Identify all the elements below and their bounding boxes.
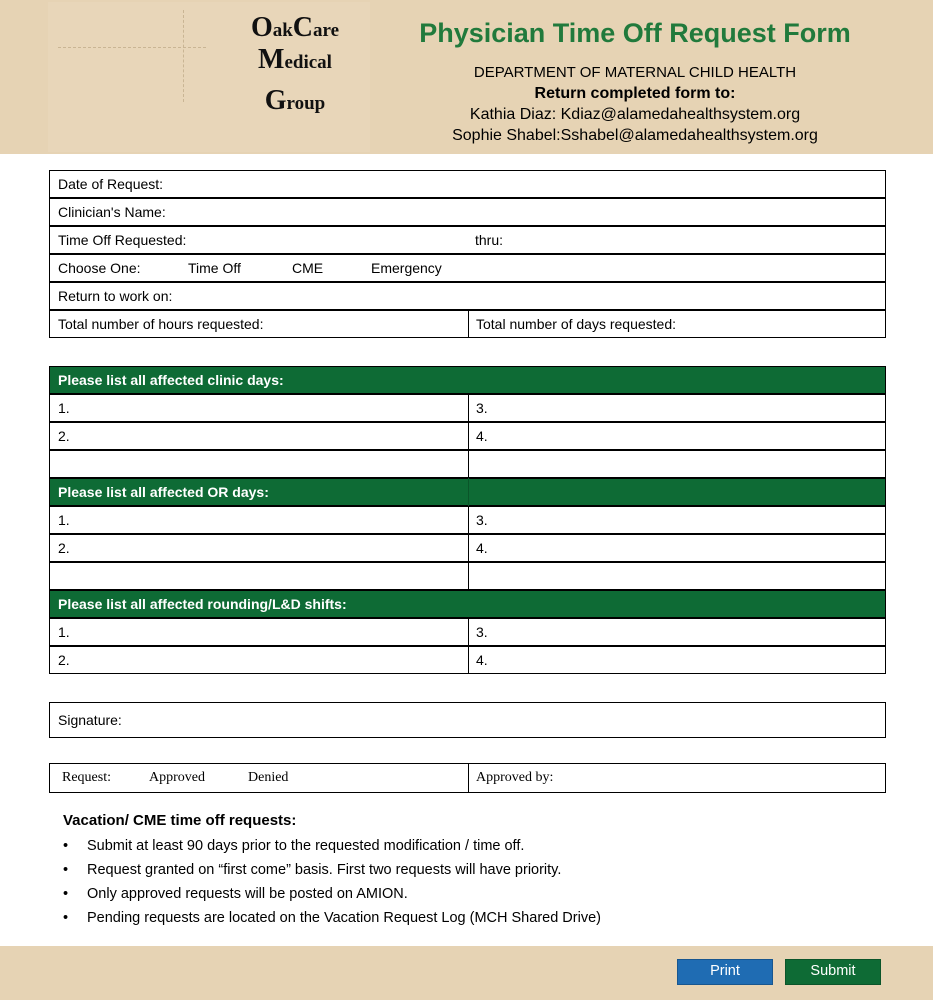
bullet-icon: • (63, 838, 69, 854)
signature-label: Signature: (58, 712, 122, 728)
choose-one-label: Choose One: (58, 260, 141, 276)
option-emergency[interactable]: Emergency (371, 260, 442, 276)
instructions-title: Vacation/ CME time off requests: (63, 812, 297, 829)
choose-one-field (49, 254, 886, 282)
rounding-shifts-row (49, 646, 886, 674)
spacer-row (49, 450, 886, 478)
clinic-days-row (49, 394, 886, 422)
list-item: • Only approved requests will be posted on AMION. (63, 882, 823, 906)
clinic-day-4-field[interactable]: 4. (476, 428, 488, 444)
page-title: Physician Time Off Request Form (419, 18, 851, 48)
clinic-day-2-field[interactable]: 2. (58, 428, 70, 444)
or-days-heading (49, 478, 886, 506)
request-label: Request: (62, 770, 111, 785)
spacer-row (49, 562, 886, 590)
signature-field[interactable] (49, 702, 886, 738)
return-to-work-label: Return to work on: (58, 288, 173, 304)
submit-button[interactable]: Submit (785, 959, 881, 985)
rounding-shift-1-field[interactable]: 1. (58, 624, 70, 640)
rounding-shift-2-field[interactable]: 2. (58, 652, 70, 668)
clinic-days-heading-label: Please list all affected clinic days: (58, 372, 284, 388)
approved-by-field[interactable]: Approved by: (476, 770, 554, 785)
clinic-days-row (49, 422, 886, 450)
contact-sophie: Sophie Shabel:Sshabel@alamedahealthsystem.org (452, 127, 818, 144)
date-of-request-label: Date of Request: (58, 176, 164, 192)
clinic-days-heading (49, 366, 886, 394)
approved-option[interactable]: Approved (149, 770, 205, 785)
or-day-1-field[interactable]: 1. (58, 512, 70, 528)
logo-guide-line (183, 10, 184, 102)
or-days-heading-label: Please list all affected OR days: (58, 484, 269, 500)
list-item: • Request granted on “first come” basis. First two requests will have priority. (63, 858, 823, 882)
or-day-4-field[interactable]: 4. (476, 540, 488, 556)
list-item: • Submit at least 90 days prior to the requested modification / time off. (63, 834, 823, 858)
header-info (400, 62, 870, 146)
thru-label: thru: (475, 232, 504, 248)
clinician-name-field[interactable] (49, 198, 886, 226)
department-label: DEPARTMENT OF MATERNAL CHILD HEALTH (473, 64, 797, 81)
total-days-field[interactable]: Total number of days requested: (476, 316, 677, 332)
instructions-list (63, 834, 823, 930)
return-label: Return completed form to: (534, 85, 736, 102)
or-day-3-field[interactable]: 3. (476, 512, 488, 528)
date-of-request-field[interactable] (49, 170, 886, 198)
list-item: • Pending requests are located on the Vacation Request Log (MCH Shared Drive) (63, 906, 823, 930)
or-days-row (49, 534, 886, 562)
clinic-day-1-field[interactable]: 1. (58, 400, 70, 416)
instructions (63, 812, 823, 930)
bullet-icon: • (63, 910, 69, 926)
totals-row (49, 310, 886, 338)
time-off-requested-label: Time Off Requested: (58, 232, 187, 248)
rounding-shifts-heading-label: Please list all affected rounding/L&D shifts: (58, 596, 347, 612)
return-to-work-field[interactable] (49, 282, 886, 310)
option-time-off[interactable]: Time Off (188, 260, 241, 276)
contact-kathia: Kathia Diaz: Kdiaz@alamedahealthsystem.org (469, 106, 801, 123)
option-cme[interactable]: CME (292, 260, 324, 276)
oakcare-logo: OakCare Medical Group (250, 12, 340, 116)
divider (468, 478, 469, 506)
divider (468, 450, 469, 478)
rounding-shifts-heading (49, 590, 886, 618)
clinic-day-3-field[interactable]: 3. (476, 400, 488, 416)
or-days-row (49, 506, 886, 534)
print-button[interactable]: Print (677, 959, 773, 985)
rounding-shifts-row (49, 618, 886, 646)
approval-row (49, 763, 886, 793)
bullet-icon: • (63, 862, 69, 878)
rounding-shift-4-field[interactable]: 4. (476, 652, 488, 668)
denied-option[interactable]: Denied (248, 770, 289, 785)
rounding-shift-3-field[interactable]: 3. (476, 624, 488, 640)
time-off-requested-field[interactable] (49, 226, 886, 254)
clinician-name-label: Clinician's Name: (58, 204, 166, 220)
or-day-2-field[interactable]: 2. (58, 540, 70, 556)
total-hours-field[interactable]: Total number of hours requested: (58, 316, 264, 332)
divider (468, 562, 469, 590)
bullet-icon: • (63, 886, 69, 902)
